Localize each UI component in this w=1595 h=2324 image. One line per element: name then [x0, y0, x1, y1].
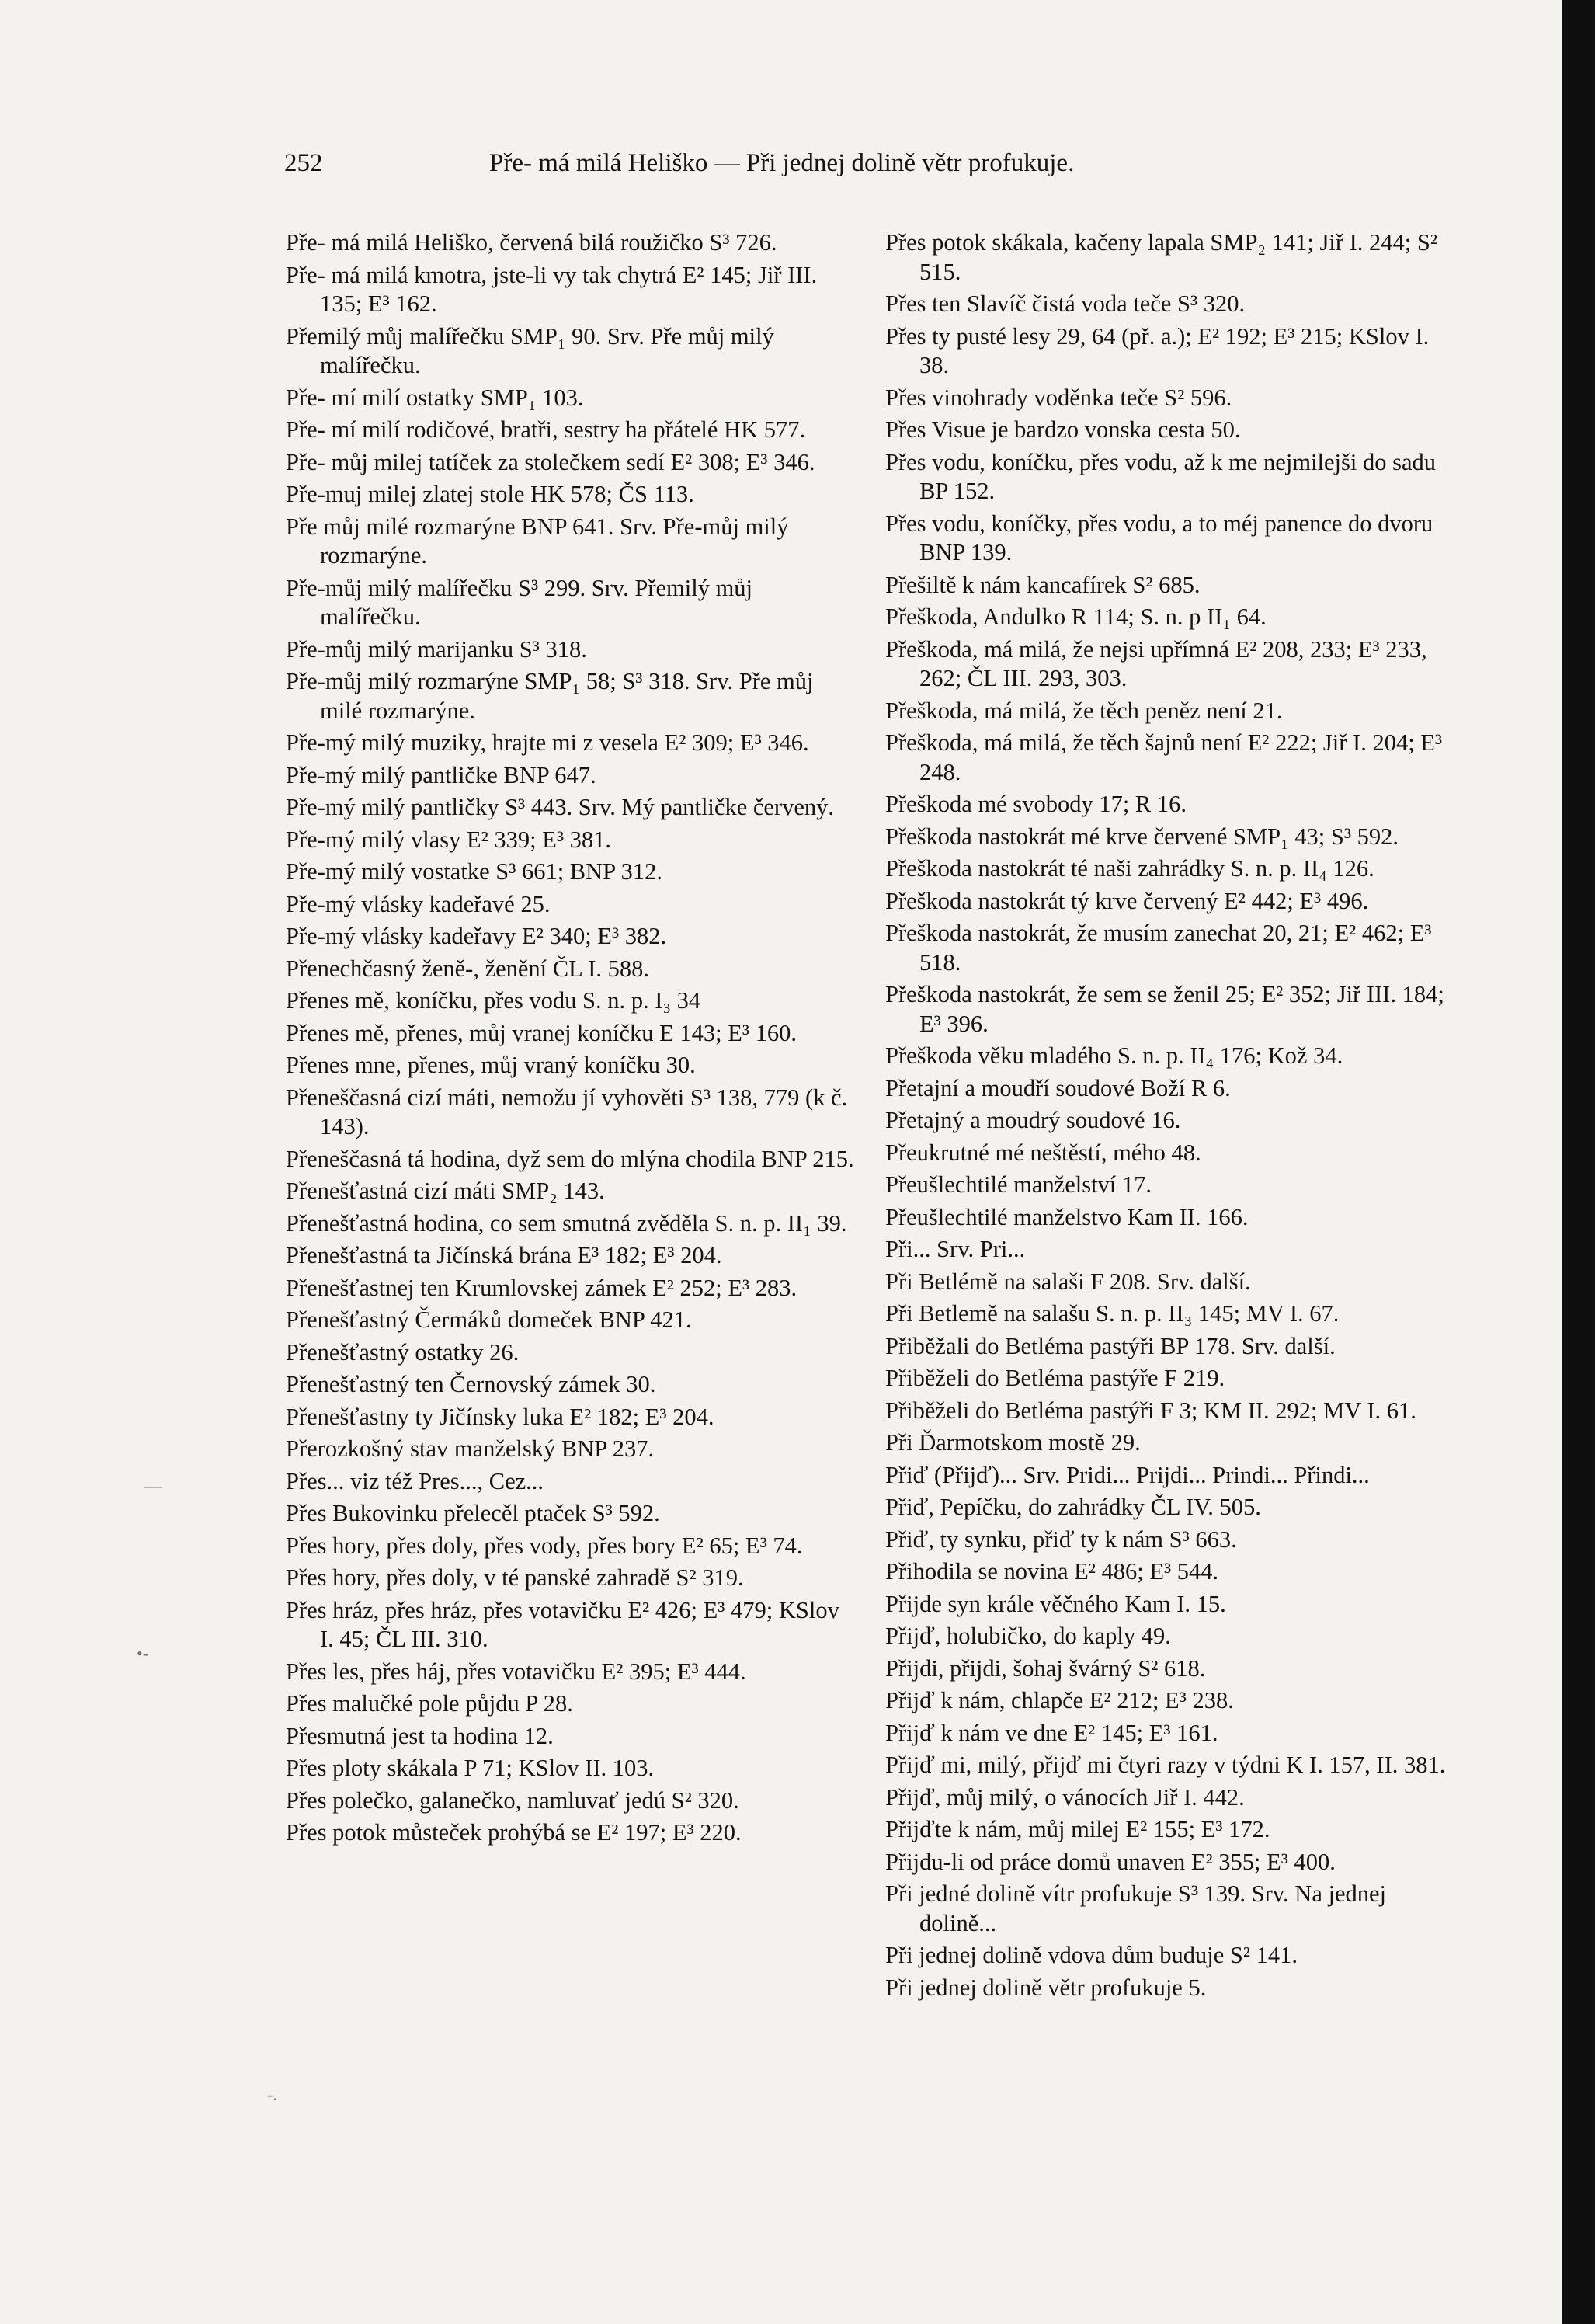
index-entry: Přes les, přes háj, přes votavičku E² 395; E³ 444. — [286, 1658, 746, 1685]
margin-mark: — — [144, 1476, 162, 1495]
index-entry: Přeneščasná tá hodina, dyž sem do mlýna chodila BNP 215. — [286, 1145, 854, 1172]
index-entry: Přijď k nám ve dne E² 145; E³ 161. — [885, 1719, 1218, 1746]
index-entry: Pře- můj milej tatíček za stolečkem sedí E² 308; E³ 346. — [286, 448, 815, 475]
index-entry: Přeškoda nastokrát, že sem se ženil 25; E² 352; Jiř III. 184; E³ 396. — [885, 981, 1444, 1037]
page-number: 252 — [284, 149, 323, 177]
index-entry: Přiběželi do Betléma pastýři F 3; KM II. 292; MV I. 61. — [885, 1397, 1416, 1424]
index-entry: Přeušlechtilé manželstvo Kam II. 166. — [885, 1203, 1249, 1230]
index-entry: Přes ty pusté lesy 29, 64 (př. a.); E² 192; E³ 215; KSlov I. 38. — [885, 322, 1430, 378]
index-entry: Pře-mý vlásky kadeřavy E² 340; E³ 382. — [286, 923, 667, 949]
index-entry: Přiběželi do Betléma pastýře F 219. — [885, 1365, 1225, 1391]
index-entry: Přes vinohrady voděnka teče S² 596. — [885, 384, 1232, 411]
index-entry: Přihodila se novina E² 486; E³ 544. — [885, 1558, 1219, 1585]
scan-edge — [1562, 0, 1595, 2324]
index-entry: Přes ten Slavíč čistá voda teče S³ 320. — [885, 290, 1246, 317]
index-entry: Přijď mi, milý, přijď mi čtyri razy v týdni K I. 157, II. 381. — [885, 1752, 1446, 1778]
index-entry: Přes hory, přes doly, v té panské zahradě S² 319. — [286, 1564, 744, 1591]
index-entry: Přes Bukovinku přelecěl ptaček S³ 592. — [286, 1500, 660, 1526]
index-entry: Přenešťastná cizí máti SMP₂ 143. — [286, 1178, 605, 1204]
index-entry: Přeukrutné mé neštěstí, mého 48. — [885, 1139, 1201, 1166]
index-entry: Pře-mý milý muziky, hrajte mi z vesela E² 309; E³ 346. — [286, 729, 809, 756]
index-entry: Přesmutná jest ta hodina 12. — [286, 1722, 554, 1749]
index-entry: Přes vodu, koníčku, přes vodu, až k me nejmilejši do sadu BP 152. — [885, 448, 1437, 504]
index-entry: Přeškoda nastokrát mé krve červené SMP₁ 43; S³ 592. — [885, 823, 1399, 850]
index-entry: Pře- má milá Heliško, červená bilá roužičko S³ 726. — [286, 229, 777, 256]
index-entry: Přijď, holubičko, do kaply 49. — [885, 1623, 1171, 1649]
index-entry: Přenešťastnej ten Krumlovskej zámek E² 252; E³ 283. — [286, 1274, 798, 1301]
index-entry: Při jedné dolině vítr profukuje S³ 139. Srv. Na jednej dolině... — [885, 1880, 1387, 1936]
index-entry: Při jednej dolině vdova dům buduje S² 141. — [885, 1942, 1298, 1968]
index-entry: Přeušlechtilé manželství 17. — [885, 1171, 1152, 1198]
index-entry: Přenes mě, přenes, můj vranej koníčku E 143; E³ 160. — [286, 1019, 797, 1046]
index-entry: Přiď, Pepíčku, do zahrádky ČL IV. 505. — [885, 1494, 1261, 1520]
index-entry: Přeškoda, má milá, že těch peněz není 21. — [885, 697, 1283, 724]
index-entry: Pře- mí milí ostatky SMP₁ 103. — [286, 384, 584, 411]
index-entry: Pře-muj milej zlatej stole HK 578; ČS 113. — [286, 481, 694, 507]
index-entry: Přenes mě, koníčku, přes vodu S. n. p. I₃ 34 — [286, 987, 701, 1014]
index-entry: Pře-můj milý malířečku S³ 299. Srv. Přemilý můj malířečku. — [286, 574, 753, 630]
index-entry: Při Betlemě na salašu S. n. p. II₃ 145; MV I. 67. — [885, 1300, 1340, 1327]
index-entry: Přeškoda, Andulko R 114; S. n. p II₁ 64. — [885, 604, 1267, 630]
index-entry: Přenešťastny ty Jičínsky luka E² 182; E³ 204. — [286, 1403, 714, 1430]
index-entry: Přijdu-li od práce domů unaven E² 355; E³ 400. — [885, 1848, 1336, 1875]
index-entry: Přes... viz též Pres..., Cez... — [286, 1467, 544, 1494]
index-entry: Přes hráz, přes hráz, přes votavičku E² 426; E³ 479; KSlov I. 45; ČL III. 310. — [286, 1596, 839, 1652]
index-entry: Přijďte k nám, můj milej E² 155; E³ 172. — [885, 1816, 1270, 1842]
index-entry: Přijď, můj milý, o vánocích Jiř I. 442. — [885, 1783, 1245, 1811]
index-entry: Přeškoda nastokrát té naši zahrádky S. n. p. II₄ 126. — [885, 855, 1374, 882]
index-entry: Přes hory, přes doly, přes vody, přes bory E² 65; E³ 74. — [286, 1532, 803, 1559]
index-entry: Přes ploty skákala P 71; KSlov II. 103. — [286, 1755, 655, 1781]
index-entry: Přijď k nám, chlapče E² 212; E³ 238. — [885, 1687, 1234, 1713]
index-entry: Pře-mý milý vlasy E² 339; E³ 381. — [286, 826, 611, 853]
index-entry: Při... Srv. Pri... — [885, 1236, 1026, 1262]
index-entry: Přeškoda nastokrát tý krve červený E² 442; E³ 496. — [885, 887, 1369, 914]
index-entry: Pře- má milá kmotra, jste-li vy tak chytrá E² 145; Jiř III. 135; E³ 162. — [286, 261, 818, 317]
index-entry: Přes malučké pole půjdu P 28. — [286, 1690, 573, 1717]
margin-mark: -. — [267, 2085, 277, 2104]
index-entry: Přeškoda věku mladého S. n. p. II₄ 176; Kož 34. — [885, 1042, 1343, 1069]
index-entry: Přenešťastný ostatky 26. — [286, 1338, 520, 1366]
index-entry: Přes polečko, galanečko, namluvať jedú S² 320. — [286, 1786, 739, 1814]
index-entry: Přemilý můj malířečku SMP₁ 90. Srv. Pře můj milý malířečku. — [286, 322, 774, 378]
index-entry: Přes potok skákala, kačeny lapala SMP₂ 141; Jiř I. 244; S² 515. — [885, 229, 1438, 285]
index-entry: Pře-můj milý marijanku S³ 318. — [286, 635, 587, 663]
index-entry: Přijde syn krále věčného Kam I. 15. — [885, 1590, 1226, 1617]
index-entry: Přeškoda, má milá, že nejsi upřímná E² 208, 233; E³ 233, 262; ČL III. 293, 303. — [885, 635, 1427, 691]
index-entry: Pře můj milé rozmarýne BNP 641. Srv. Pře-můj milý rozmarýne. — [286, 513, 789, 569]
index-entry: Přenešťastný Čermáků domeček BNP 421. — [286, 1306, 692, 1333]
index-entry: Přenešťastná hodina, co sem smutná zvěděla S. n. p. II₁ 39. — [286, 1209, 847, 1237]
margin-mark: •- — [137, 1644, 149, 1663]
left-column — [286, 228, 854, 1851]
index-entry: Při jednej dolině větr profukuje 5. — [885, 1974, 1207, 2001]
index-entry: Pře-mý milý vostatke S³ 661; BNP 312. — [286, 858, 663, 885]
index-entry: Přenešťastná ta Jičínská brána E³ 182; E³ 204. — [286, 1242, 722, 1268]
index-entry: Přes potok můsteček prohýbá se E² 197; E³ 220. — [286, 1819, 742, 1846]
index-entry: Přeškoda, má milá, že těch šajnů není E² 222; Jiř I. 204; E³ 248. — [885, 729, 1443, 785]
index-entry: Přetajný a moudrý soudové 16. — [885, 1107, 1181, 1133]
index-entry: Pře-mý milý pantličky S³ 443. Srv. Mý pantličke červený. — [286, 794, 834, 820]
index-entry: Přiběžali do Betléma pastýři BP 178. Srv. další. — [885, 1332, 1336, 1359]
index-entry: Přenes mne, přenes, můj vraný koníčku 30. — [286, 1052, 696, 1078]
index-entry: Přes vodu, koníčky, přes vodu, a to méj panence do dvoru BNP 139. — [885, 510, 1433, 565]
right-column — [885, 228, 1454, 2006]
index-entry: Pře- mí milí rodičové, bratři, sestry ha přátelé HK 577. — [286, 416, 806, 443]
index-entry: Při Ďarmotskom mostě 29. — [885, 1429, 1141, 1456]
index-entry: Přeškoda mé svobody 17; R 16. — [885, 791, 1187, 817]
index-entry: Přiď (Přijď)... Srv. Pridi... Prijdi... Prindi... Přindi... — [885, 1461, 1370, 1488]
index-entry: Přeškoda nastokrát, že musím zanechat 20, 21; E² 462; E³ 518. — [885, 920, 1432, 976]
index-entry: Přes Visue je bardzo vonska cesta 50. — [885, 416, 1241, 443]
index-entry: Přenešťastný ten Černovský zámek 30. — [286, 1371, 656, 1397]
index-entry: Přiď, ty synku, přiď ty k nám S³ 663. — [885, 1526, 1237, 1553]
index-entry: Přenechčasný ženě-, ženění ČL I. 588. — [286, 955, 650, 982]
index-entry: Přešiltě k nám kancafírek S² 685. — [885, 571, 1201, 598]
index-entry: Přijdi, přijdi, šohaj švárný S² 618. — [885, 1654, 1206, 1682]
index-entry: Přetajní a moudří soudové Boží R 6. — [885, 1074, 1231, 1101]
index-entry: Pře-mý vlásky kadeřavé 25. — [286, 890, 551, 917]
index-entry: Při Betlémě na salaši F 208. Srv. další. — [885, 1268, 1251, 1295]
running-title: Pře- má milá Heliško — Při jednej dolině větr profukuje. — [489, 149, 1075, 177]
index-entry: Pře-můj milý rozmarýne SMP₁ 58; S³ 318. Srv. Pře můj milé rozmarýne. — [286, 668, 814, 724]
index-entry: Pře-mý milý pantličke BNP 647. — [286, 761, 596, 788]
index-entry: Přerozkošný stav manželský BNP 237. — [286, 1435, 655, 1462]
index-entry: Přeneščasná cizí máti, nemožu jí vyhověti S³ 138, 779 (k č. 143). — [286, 1084, 848, 1139]
